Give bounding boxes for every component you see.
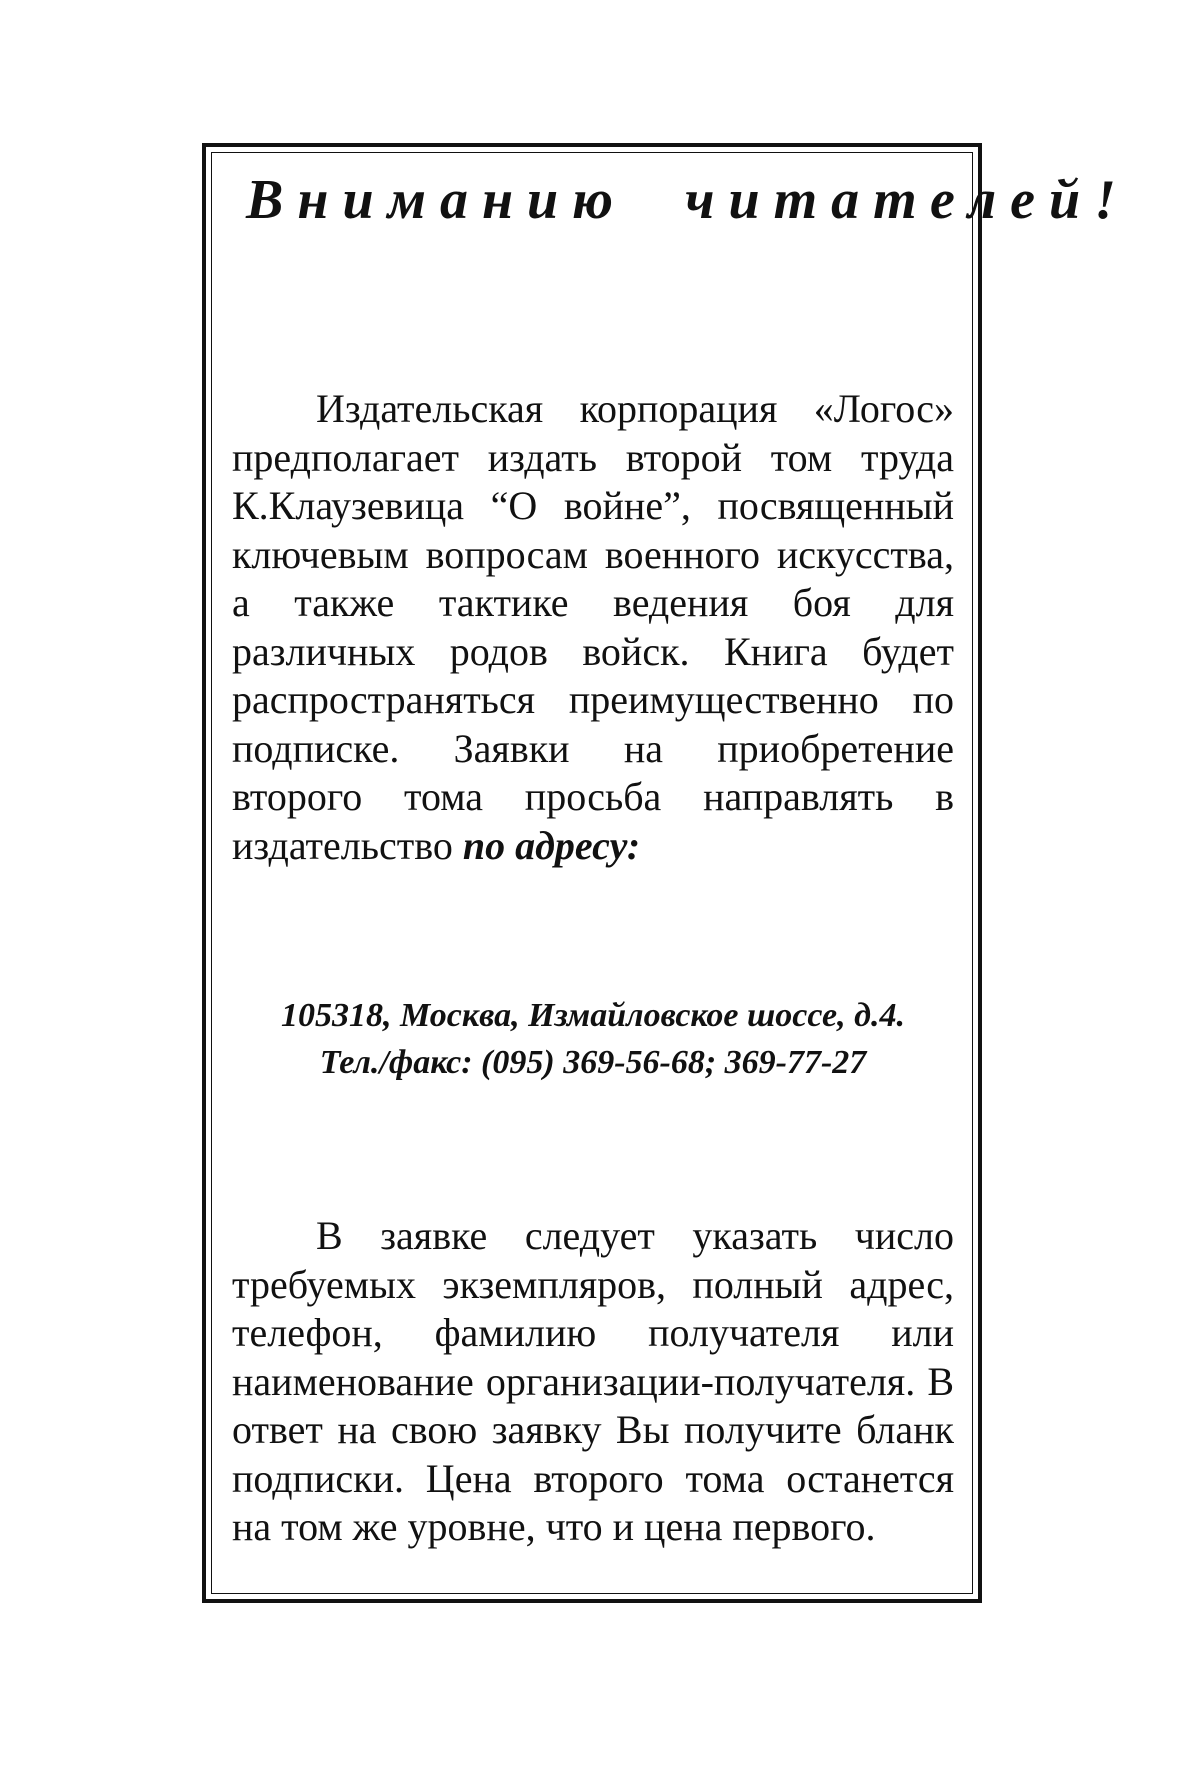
address-line: 105318, Москва, Измайловское шоссе, д.4. [281, 997, 905, 1034]
notice-paragraph-order: В заявке следует указать число требуемых экземпляров, полный адрес, телефон, фамилию получателя или наименование организации-получателя. В ответ на свою заявку Вы получите бланк подписки. Цена второго тома останется на том же уровне, что и цена первого. [232, 1213, 954, 1549]
phone-fax-line: Тел./факс: (095) 369-56-68; 369-77-27 [319, 1044, 867, 1081]
notice-title: Вниманию читателей! [246, 169, 1130, 231]
address-lead: по адресу: [462, 822, 641, 868]
publisher-address [232, 992, 954, 1086]
notice-content [232, 165, 1130, 1552]
publication-text: Издательская корпорация «Логос» предполагает издать второй том труда К.Клаузевица “О войне”, посвященный ключевым вопросам военного искусства, а также тактике ведения боя для различных родов войск. Книга будет распространяться преимущественно по подписке. Заявки на приобретение второго тома просьба направлять в издательство [232, 386, 954, 868]
notice-paragraph-publication [232, 385, 954, 870]
